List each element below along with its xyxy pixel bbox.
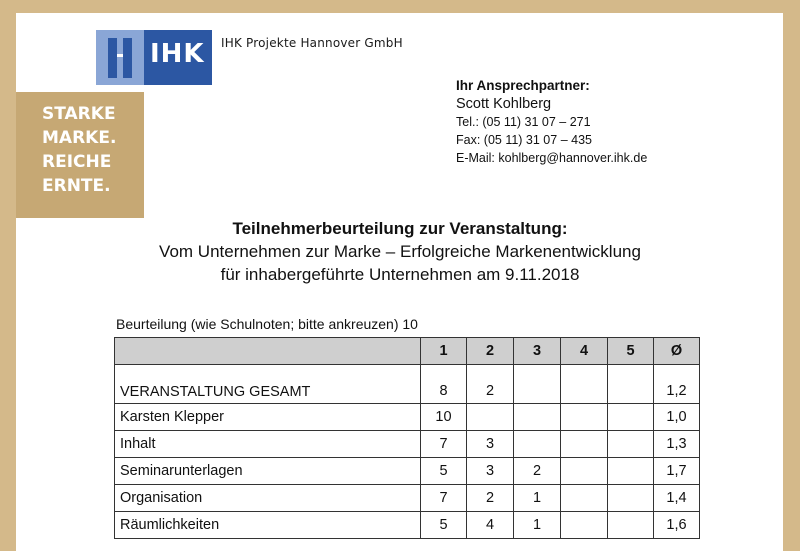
cell-grade-1: 7 xyxy=(421,431,467,458)
table-row xyxy=(115,485,700,512)
row-label: Organisation xyxy=(115,485,421,512)
cell-grade-3 xyxy=(514,404,561,431)
evaluation-label: Beurteilung (wie Schulnoten; bitte ankreuzen) 10 xyxy=(116,316,418,332)
table-row xyxy=(115,512,700,539)
logo-text: IHK xyxy=(150,39,205,69)
title-line-2: Vom Unternehmen zur Marke – Erfolgreiche Markenentwicklung xyxy=(159,242,641,261)
title-line-3: für inhabergeführte Unternehmen am 9.11.2018 xyxy=(220,265,580,284)
cell-average: 1,7 xyxy=(654,458,700,485)
cell-average: 1,3 xyxy=(654,431,700,458)
cell-grade-5 xyxy=(608,365,654,404)
cell-grade-4 xyxy=(561,512,608,539)
cell-grade-5 xyxy=(608,458,654,485)
table-row xyxy=(115,431,700,458)
cell-grade-3: 1 xyxy=(514,512,561,539)
table-row xyxy=(115,458,700,485)
cell-grade-1: 5 xyxy=(421,458,467,485)
contact-block xyxy=(456,77,647,167)
logo-h-crossbar xyxy=(117,54,123,57)
table-header-grade-1: 1 xyxy=(421,338,467,365)
cell-grade-1: 7 xyxy=(421,485,467,512)
cell-grade-2: 3 xyxy=(467,458,514,485)
row-label: Seminarunterlagen xyxy=(115,458,421,485)
table-header-grade-4: 4 xyxy=(561,338,608,365)
table-header-grade-2: 2 xyxy=(467,338,514,365)
cell-grade-4 xyxy=(561,458,608,485)
row-label: Karsten Klepper xyxy=(115,404,421,431)
cell-grade-3: 1 xyxy=(514,485,561,512)
table-row xyxy=(115,365,700,404)
title-line-1: Teilnehmerbeurteilung zur Veranstaltung: xyxy=(232,219,568,238)
cell-average: 1,0 xyxy=(654,404,700,431)
cell-grade-2 xyxy=(467,404,514,431)
table-header-grade-3: 3 xyxy=(514,338,561,365)
cell-grade-2: 2 xyxy=(467,485,514,512)
cell-grade-5 xyxy=(608,404,654,431)
company-name: IHK Projekte Hannover GmbH xyxy=(221,36,403,50)
logo-h-bar-right xyxy=(123,38,132,78)
cell-grade-3 xyxy=(514,431,561,458)
cell-grade-3: 2 xyxy=(514,458,561,485)
slogan-line: ERNTE. xyxy=(42,176,111,196)
row-label: VERANSTALTUNG GESAMT xyxy=(115,365,421,404)
cell-grade-3 xyxy=(514,365,561,404)
cell-grade-4 xyxy=(561,431,608,458)
table-row xyxy=(115,404,700,431)
cell-grade-1: 5 xyxy=(421,512,467,539)
table-header-grade-5: 5 xyxy=(608,338,654,365)
cell-grade-5 xyxy=(608,431,654,458)
cell-grade-4 xyxy=(561,485,608,512)
slogan-line: MARKE. xyxy=(42,128,117,148)
cell-grade-5 xyxy=(608,485,654,512)
logo-h-bar-left xyxy=(108,38,117,78)
row-label: Räumlichkeiten xyxy=(115,512,421,539)
cell-average: 1,4 xyxy=(654,485,700,512)
table-header-row xyxy=(115,338,700,365)
contact-tel: Tel.: (05 11) 31 07 – 271 xyxy=(456,115,591,129)
cell-grade-4 xyxy=(561,404,608,431)
contact-name: Scott Kohlberg xyxy=(456,96,552,112)
cell-average: 1,2 xyxy=(654,365,700,404)
logo-h-block xyxy=(96,30,144,85)
slogan-badge xyxy=(16,92,144,218)
slogan-line: STARKE xyxy=(42,104,116,124)
cell-grade-1: 8 xyxy=(421,365,467,404)
cell-grade-1: 10 xyxy=(421,404,467,431)
cell-grade-2: 2 xyxy=(467,365,514,404)
evaluation-table xyxy=(114,337,700,539)
contact-email: E-Mail: kohlberg@hannover.ihk.de xyxy=(456,151,648,165)
cell-grade-2: 3 xyxy=(467,431,514,458)
table-header-average: Ø xyxy=(654,338,700,365)
cell-grade-4 xyxy=(561,365,608,404)
cell-average: 1,6 xyxy=(654,512,700,539)
contact-fax: Fax: (05 11) 31 07 – 435 xyxy=(456,133,592,147)
cell-grade-2: 4 xyxy=(467,512,514,539)
cell-grade-5 xyxy=(608,512,654,539)
document-title xyxy=(0,217,800,286)
row-label: Inhalt xyxy=(115,431,421,458)
contact-heading: Ihr Ansprechpartner: xyxy=(456,78,590,93)
table-header-label xyxy=(115,338,421,365)
slogan-line: REICHE xyxy=(42,152,112,172)
ihk-logo xyxy=(96,30,212,85)
